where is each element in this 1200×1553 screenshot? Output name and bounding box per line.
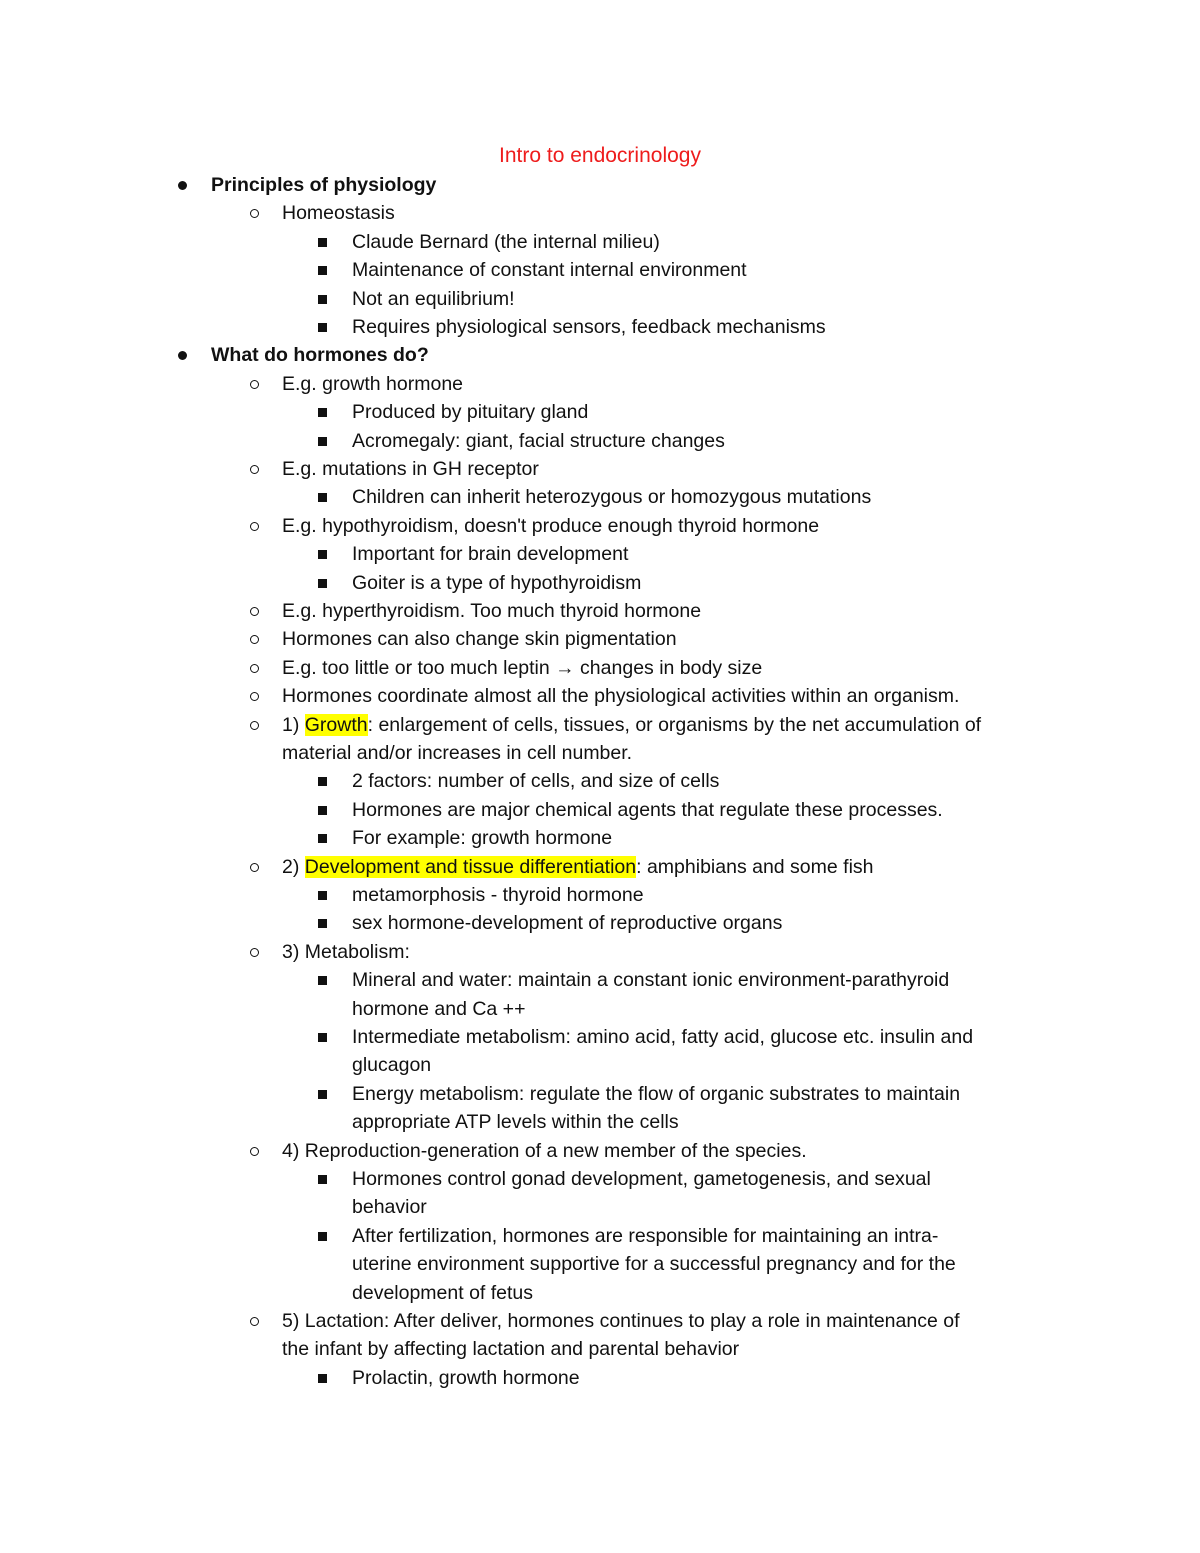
outline-item: glucagon [352, 1054, 432, 1076]
filled-square-icon [314, 881, 330, 909]
filled-square-icon [314, 427, 330, 455]
filled-square-icon [314, 767, 330, 795]
filled-square-icon [314, 1023, 330, 1051]
filled-square-icon [314, 398, 330, 426]
outline-item: 5) Lactation: After deliver, hormones continues to play a role in maintenance of [282, 1310, 960, 1332]
hollow-circle-icon [246, 1137, 262, 1165]
outline-item: Intermediate metabolism: amino acid, fatty acid, glucose etc. insulin and [352, 1026, 974, 1048]
outline-heading: What do hormones do? [211, 344, 429, 366]
outline-item: E.g. hyperthyroidism. Too much thyroid hormone [282, 600, 702, 622]
hollow-circle-icon [246, 512, 262, 540]
outline-item [282, 853, 874, 881]
hollow-circle-icon [246, 597, 262, 625]
filled-square-icon [314, 228, 330, 256]
outline-item: Acromegaly: giant, facial structure changes [352, 430, 725, 452]
outline-item: behavior [352, 1196, 427, 1218]
hollow-circle-icon [246, 455, 262, 483]
outline-item: uterine environment supportive for a successful pregnancy and for the [352, 1253, 956, 1275]
filled-square-icon [314, 796, 330, 824]
outline-item: Goiter is a type of hypothyroidism [352, 572, 642, 594]
filled-square-icon [314, 313, 330, 341]
outline-item: metamorphosis - thyroid hormone [352, 884, 644, 906]
outline-item: 4) Reproduction-generation of a new member of the species. [282, 1140, 807, 1162]
filled-square-icon [314, 569, 330, 597]
item-prefix: 1) [282, 714, 305, 736]
filled-square-icon [314, 1364, 330, 1392]
hollow-circle-icon [246, 711, 262, 739]
outline-item: For example: growth hormone [352, 827, 613, 849]
outline-item: 2 factors: number of cells, and size of cells [352, 770, 720, 792]
outline-item: Requires physiological sensors, feedback mechanisms [352, 316, 826, 338]
outline-item: Prolactin, growth hormone [352, 1367, 580, 1389]
outline-item: Claude Bernard (the internal milieu) [352, 231, 660, 253]
highlighted-term: Development and tissue differentiation [304, 856, 637, 878]
filled-square-icon [314, 1080, 330, 1108]
outline-item: Maintenance of constant internal environment [352, 259, 747, 281]
outline-item [282, 711, 981, 739]
hollow-circle-icon [246, 654, 262, 682]
outline-item: After fertilization, hormones are responsible for maintaining an intra- [352, 1225, 939, 1247]
outline-item: Not an equilibrium! [352, 288, 515, 310]
outline-item: Hormones are major chemical agents that regulate these processes. [352, 799, 943, 821]
outline-item: Children can inherit heterozygous or homozygous mutations [352, 486, 872, 508]
item-description: : amphibians and some fish [636, 856, 874, 878]
filled-square-icon [314, 483, 330, 511]
item-description: : enlargement of cells, tissues, or organisms by the net accumulation of [367, 714, 982, 736]
filled-square-icon [314, 1165, 330, 1193]
hollow-circle-icon [246, 938, 262, 966]
outline-item: E.g. mutations in GH receptor [282, 458, 539, 480]
highlighted-term: Growth [304, 714, 368, 736]
outline-item: Hormones control gonad development, gametogenesis, and sexual [352, 1168, 931, 1190]
outline-item: E.g. growth hormone [282, 373, 464, 395]
filled-circle-icon [174, 171, 190, 199]
outline-item: Mineral and water: maintain a constant ionic environment-parathyroid [352, 969, 950, 991]
outline-item: Important for brain development [352, 543, 629, 565]
hollow-circle-icon [246, 625, 262, 653]
outline-item: the infant by affecting lactation and parental behavior [282, 1338, 740, 1360]
outline-item: hormone and Ca ++ [352, 998, 526, 1020]
hollow-circle-icon [246, 853, 262, 881]
outline-heading: Principles of physiology [211, 174, 437, 196]
outline-item: E.g. too little or too much leptin → changes in body size [282, 657, 763, 679]
outline-item: Energy metabolism: regulate the flow of organic substrates to maintain [352, 1083, 961, 1105]
filled-square-icon [314, 1222, 330, 1250]
outline-item: Produced by pituitary gland [352, 401, 589, 423]
outline-item: Homeostasis [282, 202, 395, 224]
outline-item: development of fetus [352, 1282, 534, 1304]
outline-item: Hormones can also change skin pigmentation [282, 628, 677, 650]
filled-square-icon [314, 966, 330, 994]
filled-circle-icon [174, 341, 190, 369]
item-prefix: 2) [282, 856, 305, 878]
hollow-circle-icon [246, 199, 262, 227]
filled-square-icon [314, 909, 330, 937]
hollow-circle-icon [246, 1307, 262, 1335]
outline-item: E.g. hypothyroidism, doesn't produce enough thyroid hormone [282, 515, 820, 537]
filled-square-icon [314, 285, 330, 313]
hollow-circle-icon [246, 682, 262, 710]
outline-item: material and/or increases in cell number. [282, 742, 633, 764]
outline-item: sex hormone-development of reproductive organs [352, 912, 783, 934]
filled-square-icon [314, 256, 330, 284]
outline-item: 3) Metabolism: [282, 941, 410, 963]
outline-item: Hormones coordinate almost all the physiological activities within an organism. [282, 685, 960, 707]
hollow-circle-icon [246, 370, 262, 398]
filled-square-icon [314, 824, 330, 852]
page-title: Intro to endocrinology [499, 144, 701, 167]
outline-item: appropriate ATP levels within the cells [352, 1111, 679, 1133]
filled-square-icon [314, 540, 330, 568]
